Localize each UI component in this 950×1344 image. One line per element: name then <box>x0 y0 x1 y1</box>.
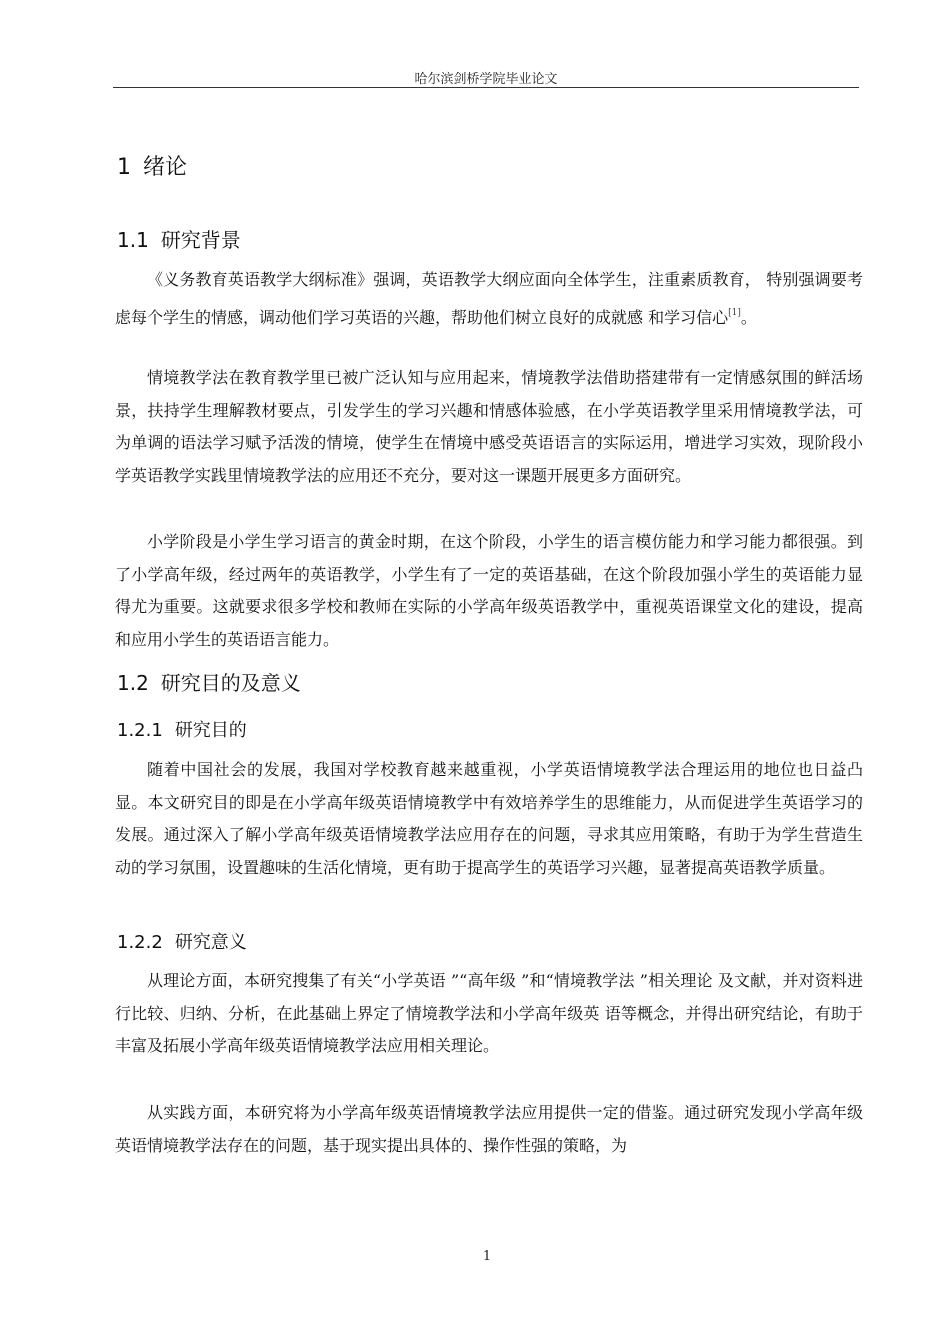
subsection-number: 1.2.2 <box>117 932 163 953</box>
paragraph-text: 《义务教育英语教学大纲标准》强调，英语教学大纲应面向全体学生，注重素质教育， 特别强调要考虑每个学生的情感，调动他们学习英语的兴趣，帮助他们树立良好的成就感 和学习信心 <box>115 270 863 327</box>
paragraph-1 <box>115 264 863 334</box>
chapter-number: 1 <box>117 155 131 180</box>
section-heading-1-2 <box>117 667 301 696</box>
section-number: 1.2 <box>117 671 149 695</box>
header-rule <box>113 87 859 88</box>
subsection-title: 研究意义 <box>174 932 247 953</box>
section-title: 研究目的及意义 <box>160 671 301 695</box>
paragraph-6: 从实践方面，本研究将为小学高年级英语情境教学法应用提供一定的借鉴。通过研究发现小学高年级英语情境教学法存在的问题，基于现实提出具体的、操作性强的策略，为 <box>115 1103 863 1155</box>
subsection-heading-1-2-1 <box>117 716 247 742</box>
subsection-title: 研究目的 <box>174 720 247 741</box>
paragraph-3: 小学阶段是小学生学习语言的黄金时期，在这个阶段，小学生的语言模仿能力和学习能力都很强。到了小学高年级，经过两年的英语教学，小学生有了一定的英语基础，在这个阶段加强小学生的英语能力显得尤为重要。这就要求很多学校和教师在实际的小学高年级英语教学中，重视英语课堂文化的建设，提高和应用小学生的英语语言能力。 <box>115 532 863 649</box>
page-number: 1 <box>482 1249 492 1264</box>
subsection-heading-1-2-2 <box>117 928 247 954</box>
running-header: 哈尔滨剑桥学院毕业论文 <box>414 72 558 87</box>
section-title: 研究背景 <box>160 228 241 252</box>
paragraph-end: 。 <box>740 307 757 327</box>
paragraph-5: 从理论方面，本研究搜集了有关“小学英语 ”“高年级 ”和“情境教学法 ”相关理论 及文献，并对资料进行比较、归纳、分析，在此基础上界定了情境教学法和小学高年级英 语等概念，并得出研究结论，有助于丰富及拓展小学高年级英语情境教学法应用相关理论。 <box>115 971 863 1055</box>
subsection-number: 1.2.1 <box>117 720 163 741</box>
citation-marker: [1] <box>728 307 741 318</box>
paragraph-4: 随着中国社会的发展，我国对学校教育越来越重视，小学英语情境教学法合理运用的地位也日益凸显。本文研究目的即是在小学高年级英语情境教学中有效培养学生的思维能力，从而促进学生英语学习的发展。通过深入了解小学高年级英语情境教学法应用存在的问题，寻求其应用策略，有助于为学生营造生动的学习氛围，设置趣味的生活化情境，更有助于提高学生的英语学习兴趣，显著提高英语教学质量。 <box>115 760 863 877</box>
section-number: 1.1 <box>117 228 149 252</box>
chapter-title: 绪论 <box>143 155 188 180</box>
chapter-heading <box>117 150 187 181</box>
paragraph-2: 情境教学法在教育教学里已被广泛认知与应用起来，情境教学法借助搭建带有一定情感氛围的鲜活场景，扶持学生理解教材要点，引发学生的学习兴趣和情感体验感，在小学英语教学里采用情境教学法，可为单调的语法学习赋予活泼的情境，使学生在情境中感受英语语言的实际运用，增进学习实效，现阶段小学英语教学实践里情境教学法的应用还不充分，要对这一课题开展更多方面研究。 <box>115 368 863 485</box>
section-heading-1-1 <box>117 224 241 253</box>
